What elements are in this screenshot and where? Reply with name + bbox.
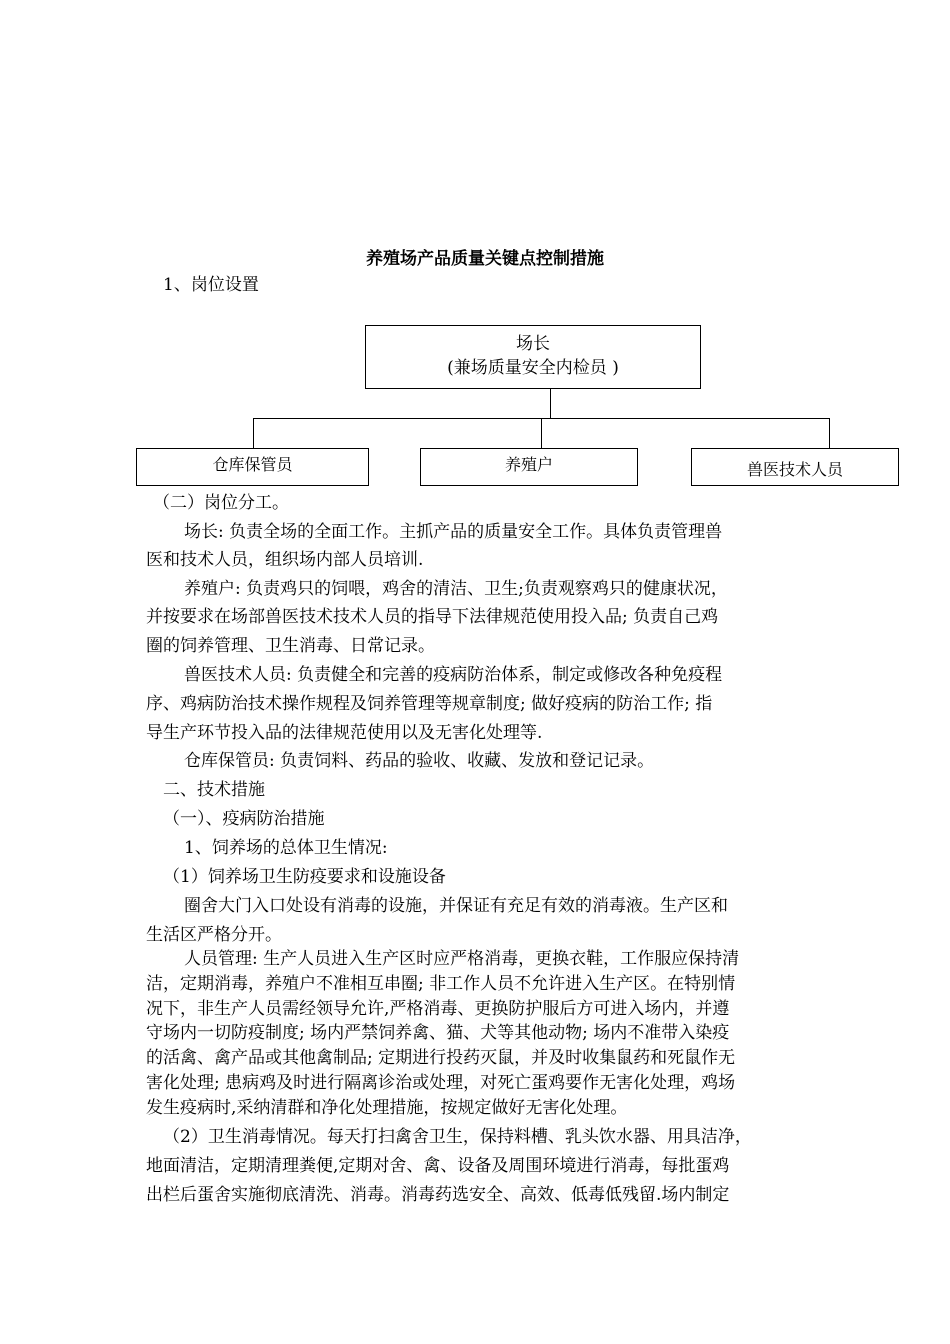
org-farmer-label: 养殖户 (504, 455, 553, 474)
org-warehouse-label: 仓库保管员 (212, 455, 293, 474)
connector-line (541, 418, 542, 448)
text-line: 况下，非生产人员需经领导允许,严格消毒、更换防护服后方可进入场内，并遵 (146, 999, 730, 1019)
org-box-warehouse-keeper (136, 448, 369, 486)
text-line: 圈的饲养管理、卫生消毒、日常记录。 (146, 636, 435, 656)
org-director-title: 场长 (516, 334, 550, 354)
org-box-farmer (420, 448, 638, 486)
text-line: 洁，定期消毒，养殖户不准相互串圈; 非工作人员不允许进入生产区。在特别情 (146, 974, 736, 994)
org-director-subtitle: (兼场质量安全内检员 ) (447, 358, 619, 378)
text-line: 场长: 负责全场的全面工作。主抓产品的质量安全工作。具体负责管理兽 (184, 522, 723, 542)
text-line: 序、鸡病防治技术操作规程及饲养管理等规章制度; 做好疫病的防治工作; 指 (146, 694, 713, 714)
subsection-heading: （一）、疫病防治措施 (163, 809, 325, 829)
text-line: 仓库保管员: 负责饲料、药品的验收、收藏、发放和登记记录。 (184, 751, 655, 771)
text-line: 发生疫病时,采纳清群和净化处理措施，按规定做好无害化处理。 (146, 1098, 628, 1118)
text-line: （2）卫生消毒情况。每天打扫禽舍卫生，保持料槽、乳头饮水器、用具洁净， (163, 1127, 752, 1147)
text-line: 医和技术人员，组织场内部人员培训. (146, 550, 424, 570)
text-line: 害化处理; 患病鸡及时进行隔离诊治或处理，对死亡蛋鸡要作无害化处理，鸡场 (146, 1073, 736, 1093)
text-line: 守场内一切防疫制度; 场内严禁饲养禽、猫、犬等其他动物; 场内不准带入染疫 (146, 1023, 730, 1043)
connector-line (550, 389, 551, 418)
text-line: 兽医技术人员: 负责健全和完善的疫病防治体系，制定或修改各种免疫程 (184, 665, 723, 685)
connector-line (829, 418, 830, 448)
text-line: 导生产环节投入品的法律规范使用以及无害化处理等. (146, 723, 543, 743)
text-line: 的活禽、禽产品或其他禽制品; 定期进行投药灭鼠，并及时收集鼠药和死鼠作无 (146, 1048, 736, 1068)
text-line: （二）岗位分工。 (153, 493, 289, 513)
text-line: 地面清洁，定期清理粪便,定期对舍、禽、设备及周围环境进行消毒，每批蛋鸡 (146, 1156, 730, 1176)
document-title: 养殖场产品质量关键点控制措施 (366, 249, 604, 269)
section-heading: 1、岗位设置 (163, 275, 259, 295)
subsection-heading: （1）饲养场卫生防疫要求和设施设备 (163, 867, 446, 887)
connector-line (253, 418, 254, 448)
section-heading: 二、技术措施 (163, 780, 265, 800)
org-box-veterinarian (691, 448, 899, 486)
org-vet-label: 兽医技术人员 (746, 460, 843, 479)
text-line: 并按要求在场部兽医技术技术人员的指导下法律规范使用投入品; 负责自己鸡 (146, 607, 719, 627)
text-line: 出栏后蛋舍实施彻底清洗、消毒。消毒药选安全、高效、低毒低残留.场内制定 (146, 1185, 730, 1205)
text-line: 养殖户: 负责鸡只的饲喂，鸡舍的清洁、卫生;负责观察鸡只的健康状况， (184, 579, 728, 599)
org-box-director (365, 325, 701, 389)
text-line: 生活区严格分开。 (146, 925, 282, 945)
subsection-heading: 1、饲养场的总体卫生情况: (184, 838, 388, 858)
text-line: 圈舍大门入口处设有消毒的设施，并保证有充足有效的消毒液。生产区和 (184, 896, 728, 916)
text-line: 人员管理: 生产人员进入生产区时应严格消毒，更换衣鞋，工作服应保持清 (184, 949, 740, 969)
